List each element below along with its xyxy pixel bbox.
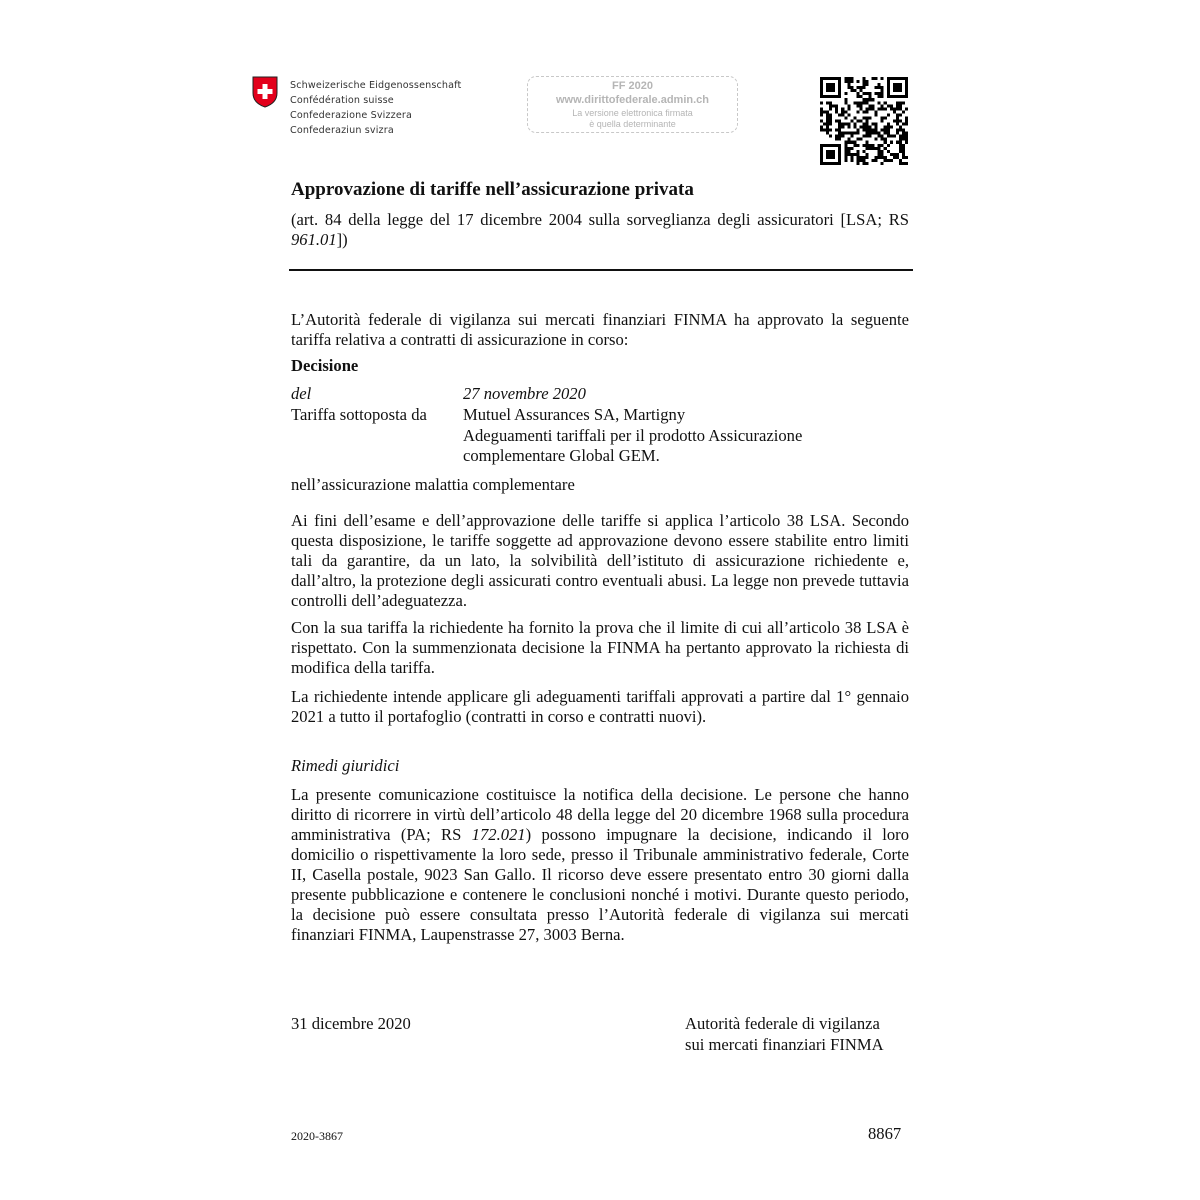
remedies-text: La presente comunicazione costituisce la notifica della decisione. Le persone che hanno diritto di ricorrere in virtù dell’articolo 48 della legge del 20 dicembre 1968 sulla procedura amministrativa (PA; RS [291,785,909,844]
remedies-text: ) possono impugnare la decisione, indicando il loro domicilio o rispettivamente la loro sede, presso il Tribunale amministrativo federale, Corte II, Casella postale, 9023 San Gallo. Il ricorso deve essere presentato entro 30 giorni dalla presente pubblicazione e contenere le conclusioni nonché i motivi. Durante questo periodo, la decisione può essere consultata presso l’Autorità federale di vigilanza sui mercati finanziari FINMA, Laupenstrasse 27, 3003 Berna. [291,825,909,944]
page-subtitle [291,210,909,250]
body-paragraph: La richiedente intende applicare gli adeguamenti tariffali approvati a partire dal 1° gennaio 2021 a tutto il portafoglio (contratti in corso e contratti nuovi). [291,687,909,726]
decision-date-label: del [291,384,312,403]
intro-paragraph: L’Autorità federale di vigilanza sui mercati finanziari FINMA ha approvato la seguente tariffa relativa a contratti di assicurazione in corso: [291,310,909,349]
stamp-url: www.dirittofederale.admin.ch [555,94,709,106]
remedies-paragraph [291,785,909,945]
signatory-line: Autorità federale di vigilanza [685,1014,880,1033]
body-paragraph: Ai fini dell’esame e dell’approvazione delle tariffe si applica l’articolo 38 LSA. Secondo questa disposizione, le tariffe soggette ad approvazione devono essere stabilite entro limiti tali da garantire, da un lato, la solvibilità dell’istituto di assicurazione richiedente e, dall’altro, la protezione degli assicurati contro eventuali abusi. La legge non prevede tuttavia controlli dell’adeguatezza. [291,511,909,610]
confederation-line: Confédération suisse [290,95,394,106]
stamp-line: è quella determinante [589,119,676,129]
confederation-names [290,78,461,138]
stamp-line: La versione elettronica firmata [572,108,693,118]
official-publication-stamp [527,76,738,133]
page-title: Approvazione di tariffe nell’assicurazione privata [291,179,694,200]
page-number: 8867 [868,1124,902,1143]
subtitle-text: (art. 84 della legge del 17 dicembre 2004 sulla sorveglianza degli assicuratori [LSA; RS [291,210,909,229]
remedies-reference: 172.021 [471,825,526,844]
remedies-heading: Rimedi giuridici [291,756,400,775]
document-number: 2020-3867 [291,1129,343,1143]
title-divider [289,269,913,271]
confederation-line: Confederazione Svizzera [290,110,413,121]
publication-date: 31 dicembre 2020 [291,1014,411,1033]
qr-code-icon [820,77,908,165]
decision-heading: Decisione [291,356,359,375]
subtitle-reference: 961.01 [291,230,337,249]
submitter-value: Mutuel Assurances SA, Martigny [463,405,686,424]
branch-text: nell’assicurazione malattia complementare [291,475,575,494]
body-paragraph: Con la sua tariffa la richiedente ha fornito la prova che il limite di cui all’articolo 38 LSA è rispettato. Con la summenzionata decisione la FINMA ha pertanto approvato la richiesta di modifica della tariffa. [291,618,909,677]
subtitle-tail: ]) [336,230,348,249]
swiss-crest-icon [252,76,278,108]
confederation-line: Confederaziun svizra [290,125,394,136]
product-value: Adeguamenti tariffali per il prodotto Assicurazione complementare Global GEM. [463,426,803,465]
decision-date-value: 27 novembre 2020 [463,384,586,403]
submitter-label: Tariffa sottoposta da [291,405,427,424]
confederation-line: Schweizerische Eidgenossenschaft [290,80,462,91]
stamp-line: FF 2020 [612,80,653,92]
signatory-line: sui mercati finanziari FINMA [685,1035,884,1054]
